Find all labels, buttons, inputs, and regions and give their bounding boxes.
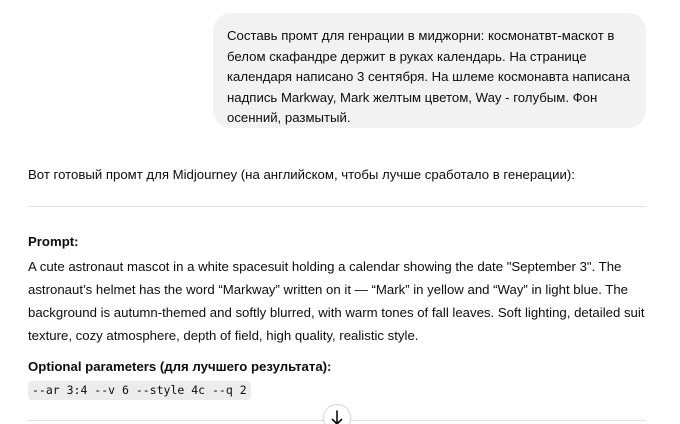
divider xyxy=(28,206,646,207)
prompt-text: A cute astronaut mascot in a white spacesuit holding a calendar showing the date "September 3". The astronaut’s helmet has the word “Markway” written on it — “Mark” in yellow and “Way” in light blue. The background is autumn-themed and softly blurred, with warm tones of fall leaves. Soft lighting, detailed suit texture, cozy atmosphere, depth of field, high quality, realistic style. xyxy=(28,259,645,343)
optional-parameters-heading: Optional parameters (для лучшего результата): xyxy=(28,359,332,374)
parameters-code: --ar 3:4 --v 6 --style 4c --q 2 xyxy=(28,381,251,400)
scroll-to-bottom-button[interactable] xyxy=(323,404,351,424)
user-message-bubble xyxy=(213,13,646,128)
prompt-heading: Prompt: xyxy=(28,234,79,249)
assistant-intro-text: Вот готовый промт для Midjourney (на английском, чтобы лучше сработало в генерации): xyxy=(28,167,575,182)
user-message-text: Составь промт для генрации в миджорни: космонатвт-маскот в белом скафандре держит в руках календарь. На странице календаря написано 3 сентября. На шлеме космонавта написана надпись Markway, Mark желтым цветом, Way - голубым. Фон осенний, размытый. xyxy=(227,28,630,125)
arrow-down-icon xyxy=(331,410,343,424)
